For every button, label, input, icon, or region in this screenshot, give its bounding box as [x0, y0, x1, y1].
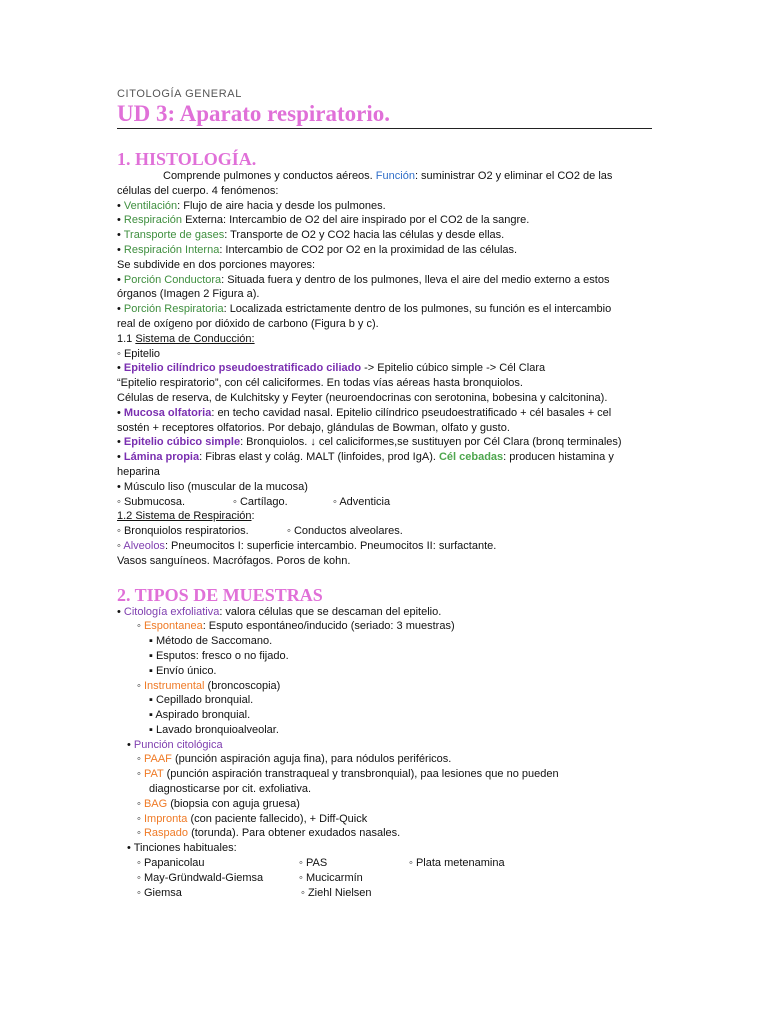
exfoliativa-line: • Citología exfoliativa: valora células que se descaman del epitelio. — [117, 605, 442, 618]
intro-line: Comprende pulmones y conductos aéreos. Función: suministrar O2 y eliminar el CO2 de las — [163, 170, 613, 182]
tinciones-line: • Tinciones habituales: — [127, 842, 237, 855]
subheading-1-2: 1.2 Sistema de Respiración: — [117, 510, 255, 523]
reserva-line: Células de reserva, de Kulchitsky y Feyter (neuroendocrinas con serotonina, bobesina y calcitonina). — [117, 391, 608, 404]
vasos-line: Vasos sanguíneos. Macrófagos. Poros de kohn. — [117, 554, 351, 567]
heparina-line: heparina — [117, 465, 160, 478]
subdivide-line: Se subdivide en dos porciones mayores: — [117, 258, 316, 271]
bullet-conductora: • Porción Conductora: Situada fuera y dentro de los pulmones, lleva el aire del medio externo a estos — [117, 273, 610, 286]
mucosa-cont: sostén + receptores olfatorios. Por debajo, glándulas de Bowman, olfato y gusto. — [117, 421, 510, 434]
mucosa-line: • Mucosa olfatoria: en techo cavidad nasal. Epitelio cilíndrico pseudoestratificado + cél basales + cel — [117, 406, 612, 419]
subject-label: CITOLOGÍA GENERAL — [117, 88, 242, 100]
instrumental-line: ◦ Instrumental (broncoscopia) — [137, 679, 281, 692]
funcion-term: Función — [375, 170, 415, 182]
epitelio-line: ◦ Epitelio — [117, 347, 161, 360]
alveolos-line: ◦ Alveolos: Pneumocitos I: superficie intercambio. Pneumocitos II: surfactante. — [117, 539, 497, 552]
bullet-transporte: • Transporte de gases: Transporte de O2 y CO2 hacia las células y desde ellas. — [117, 229, 505, 242]
bullet-respiracion-interna: • Respiración Interna: Intercambio de CO2 por O2 en la proximidad de las células. — [117, 243, 518, 256]
paaf-line: ◦ PAAF (punción aspiración aguja fina), para nódulos periféricos. — [137, 753, 452, 766]
instrumental-item: ▪ Aspirado bronquial. — [149, 709, 251, 722]
respiratoria-cont: real de oxígeno por dióxido de carbono (Figura b y c). — [117, 317, 379, 330]
instrumental-item: ▪ Cepillado bronquial. — [149, 694, 254, 707]
espontanea-line: ◦ Espontanea: Esputo espontáneo/inducido (seriado: 3 muestras) — [137, 620, 455, 633]
page-title: UD 3: Aparato respiratorio. — [117, 102, 652, 129]
espontanea-item: ▪ Esputos: fresco o no fijado. — [149, 649, 289, 662]
conductora-cont: órganos (Imagen 2 Figura a). — [117, 288, 260, 301]
pat-cont: diagnosticarse por cit. exfoliativa. — [149, 783, 312, 796]
lamina-line: • Lámina propia: Fibras elast y colág. MALT (linfoides, prod IgA). Cél cebadas: producen histamina y — [117, 451, 614, 464]
stain-row: ◦ Giemsa ◦ Ziehl Nielsen — [137, 886, 372, 899]
section-heading-histologia: 1. HISTOLOGÍA. — [117, 149, 257, 169]
stain-row: ◦ May-Gründwald-Giemsa ◦ Mucicarmín — [137, 871, 363, 884]
bullet-respiratoria: • Porción Respiratoria: Localizada estrictamente dentro de los pulmones, su función es el intercambio — [117, 303, 612, 316]
puncion-line: • Punción citológica — [127, 738, 223, 751]
epitelio-cilindrico-line: • Epitelio cilíndrico pseudoestratificado ciliado -> Epitelio cúbico simple -> Cél Clara — [117, 362, 546, 375]
bag-line: ◦ BAG (biopsia con aguja gruesa) — [137, 797, 300, 810]
bullet-ventilacion: • Ventilación: Flujo de aire hacia y desde los pulmones. — [117, 199, 386, 212]
document-page — [117, 86, 652, 900]
section-heading-muestras: 2. TIPOS DE MUESTRAS — [117, 584, 323, 605]
subheading-1-1: 1.1 Sistema de Conducción: — [117, 332, 255, 345]
espontanea-item: ▪ Método de Saccomano. — [149, 635, 273, 648]
impronta-line: ◦ Impronta (con paciente fallecido), + Diff-Quick — [137, 812, 368, 825]
cubico-line: • Epitelio cúbico simple: Bronquiolos. ↓ cel caliciformes,se sustituyen por Cél Clara (bronq terminales) — [117, 436, 622, 449]
intro-line-2: células del cuerpo. 4 fenómenos: — [117, 184, 279, 197]
capas-line: ◦ Submucosa. ◦ Cartílago. ◦ Adventicia — [117, 495, 391, 508]
raspado-line: ◦ Raspado (torunda). Para obtener exudados nasales. — [137, 827, 401, 840]
espontanea-item: ▪ Envío único. — [149, 664, 217, 677]
stain-row: ◦ Papanicolau ◦ PAS ◦ Plata metenamina — [137, 857, 505, 870]
bronquiolos-line: ◦ Bronquiolos respiratorios. ◦ Conductos alveolares. — [117, 525, 403, 538]
epitelio-respiratorio-line: “Epitelio respiratorio”, con cél caliciformes. En todas vías aéreas hasta bronquiolos. — [117, 377, 523, 390]
instrumental-item: ▪ Lavado bronquioalveolar. — [149, 723, 279, 736]
bullet-respiracion: • Respiración Externa: Intercambio de O2 del aire inspirado por el CO2 de la sangre. — [117, 214, 530, 227]
musculo-line: • Músculo liso (muscular de la mucosa) — [117, 480, 308, 493]
pat-line: ◦ PAT (punción aspiración transtraqueal y transbronquial), paa lesiones que no pueden — [137, 768, 559, 781]
